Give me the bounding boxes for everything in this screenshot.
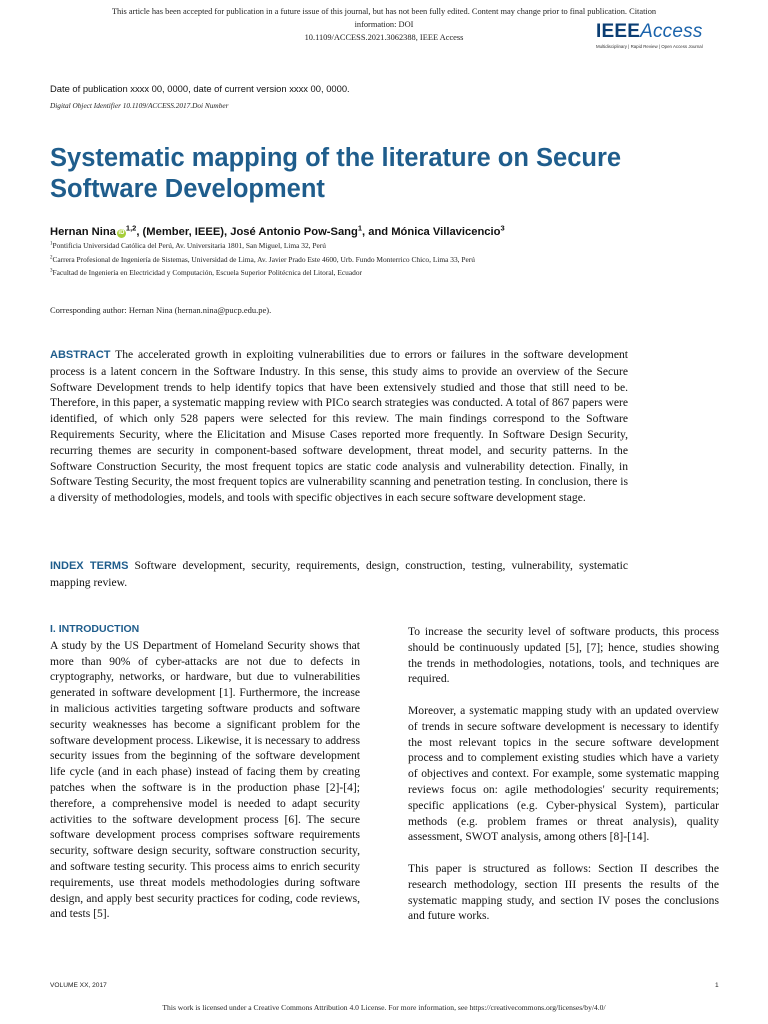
author-2-name: , (Member, IEEE), José Antonio Pow-Sang [136,226,358,238]
orcid-icon: iD [118,230,125,236]
intro-paragraph-3: Moreover, a systematic mapping study with an updated overview of trends in secure software development is necessary to identify the most relevant topics in the secure software development process and to complement existing studies which have a variety of objectives and context. For example, some systematic mapping reviews focus on: agile methodologies' security requirements; specific applications (e.g. Cyber-physical System), particular methods (e.g. problem frames or threat analysis), quality assessment, SWOT analysis, among others [8]-[14]. [408,703,719,844]
abstract-text: The accelerated growth in exploiting vulnerabilities due to errors or failures in the software development process is a latent concern in the Software Industry. In this sense, this study aims to provide an overview of the Secure Software Development trends to help identify topics that have been extensively studied and those that still need to be. Therefore, in this paper, a systematic mapping review with PICo search strategies was conducted. A total of 867 papers were identified, of which only 528 papers were selected for this review. The main findings correspond to the Software Requirements Security, where the Elicitation and Misuse Cases reported more frequently. In Software Design Security, recurring themes are security in component-based software development, threat model, and security patterns. In the Software Construction Security, the most frequent topics are static code analysis and vulnerability detection. Finally, in Software Testing Security, the most frequent topics are vulnerability scanning and penetration testing. In conclusion, there is a diversity of methodologies, models, and tools with specific objectives in each secure software development stage. [50,348,628,505]
ieee-access-logo [596,21,732,55]
abstract [50,347,628,506]
publication-banner [90,5,678,44]
author-2-sup: 1 [357,223,363,233]
affiliation-3 [50,268,362,277]
page-number: 1 [715,982,719,989]
banner-line-2: 10.1109/ACCESS.2021.3062388, IEEE Access [304,33,464,42]
affiliation-1-num: 1 [50,241,53,247]
intro-paragraph-2: To increase the security level of software products, this process should be continuously updated [5], [7]; hence, studies showing the trends in methodologies, notations, tools, and techniques are required. [408,625,719,686]
author-1-name: Hernan Nina [50,226,116,238]
logo-brand-bold: IEEE [596,21,641,42]
affiliation-3-num: 3 [50,268,53,274]
corresponding-author: Corresponding author: Hernan Nina (hernan.nina@pucp.edu.pe). [50,305,272,315]
index-terms [50,558,628,591]
affiliation-1 [50,241,326,250]
banner-line-1: This article has been accepted for publication in a future issue of this journal, but has not been fully edited. Content may change prior to final publication. Citation information: DOI [111,7,657,29]
logo-tagline: Multidisciplinary | Rapid Review | Open Access Journal [596,44,703,49]
doi-line: Digital Object Identifier 10.1109/ACCESS.2017.Doi Number [50,101,229,110]
volume-label: VOLUME XX, 2017 [50,982,107,989]
affiliation-1-text: Pontificia Universidad Católica del Perú, Av. Universitaria 1801, San Miguel, Lima 32, Perú [52,241,326,250]
left-column [50,622,360,922]
author-1-sup: 1,2 [125,223,137,233]
logo-brand-light: Access [640,21,703,42]
affiliation-3-text: Facultad de Ingeniería en Electricidad y Computación, Escuela Superior Politécnica del Litoral, Ecuador [52,268,362,277]
section-heading-introduction: I. INTRODUCTION [50,623,140,635]
paper-title: Systematic mapping of the literature on Secure Software Development [50,144,622,203]
affiliation-2 [50,255,475,264]
abstract-label: ABSTRACT [50,349,111,361]
index-terms-text: Software development, security, requirements, design, construction, testing, vulnerability, systematic mapping review. [50,559,628,589]
intro-paragraph-1: A study by the US Department of Homeland Security shows that more than 90% of cyber-attacks are not due to defects in cryptography, networks, or hardware, but due to vulnerabilities generated in software development [1]. Furthermore, the increase in malicious activities targeting software products and software security weaknesses has become a significant problem for the software development process. Likewise, it is necessary to address security issues from the beginning of the software development life cycle (and in each phase) instead of facing them by creating patches when the software is in the production phase [2]-[4]; therefore, a comprehensive model is needed to adapt security activities to the software development process [6]. The secure software development process comprises software requirements security, software design security, software construction security, and software testing security. This process aims to enrich security requirements, use threat models methodologies during software design, and apply best security practices for coding, code reviews, and tests [5]. [50,638,360,921]
index-terms-label: INDEX TERMS [50,560,129,572]
author-3-name: , and Mónica Villavicencio [362,226,501,238]
publication-date: Date of publication xxxx 00, 0000, date of current version xxxx 00, 0000. [50,83,350,94]
affiliation-2-num: 2 [50,255,53,261]
affiliation-2-text: Carrera Profesional de Ingeniería de Sistemas, Universidad de Lima, Av. Javier Prado Este 4600, Urb. Fundo Monterrico Chico, Lima 33, Perú [52,255,475,264]
author-line [50,223,505,238]
author-3-sup: 3 [500,223,505,233]
logo-title [596,21,732,43]
license-footer: This work is licensed under a Creative Commons Attribution 4.0 License. For more information, see https://creativecommons.org/licenses/by/4.0/ [162,1003,606,1012]
right-column [408,624,719,924]
intro-paragraph-4: This paper is structured as follows: Section II describes the research methodology, section III presents the results of the systematic mapping study, and section IV poses the conclusions and future works. [408,861,719,923]
